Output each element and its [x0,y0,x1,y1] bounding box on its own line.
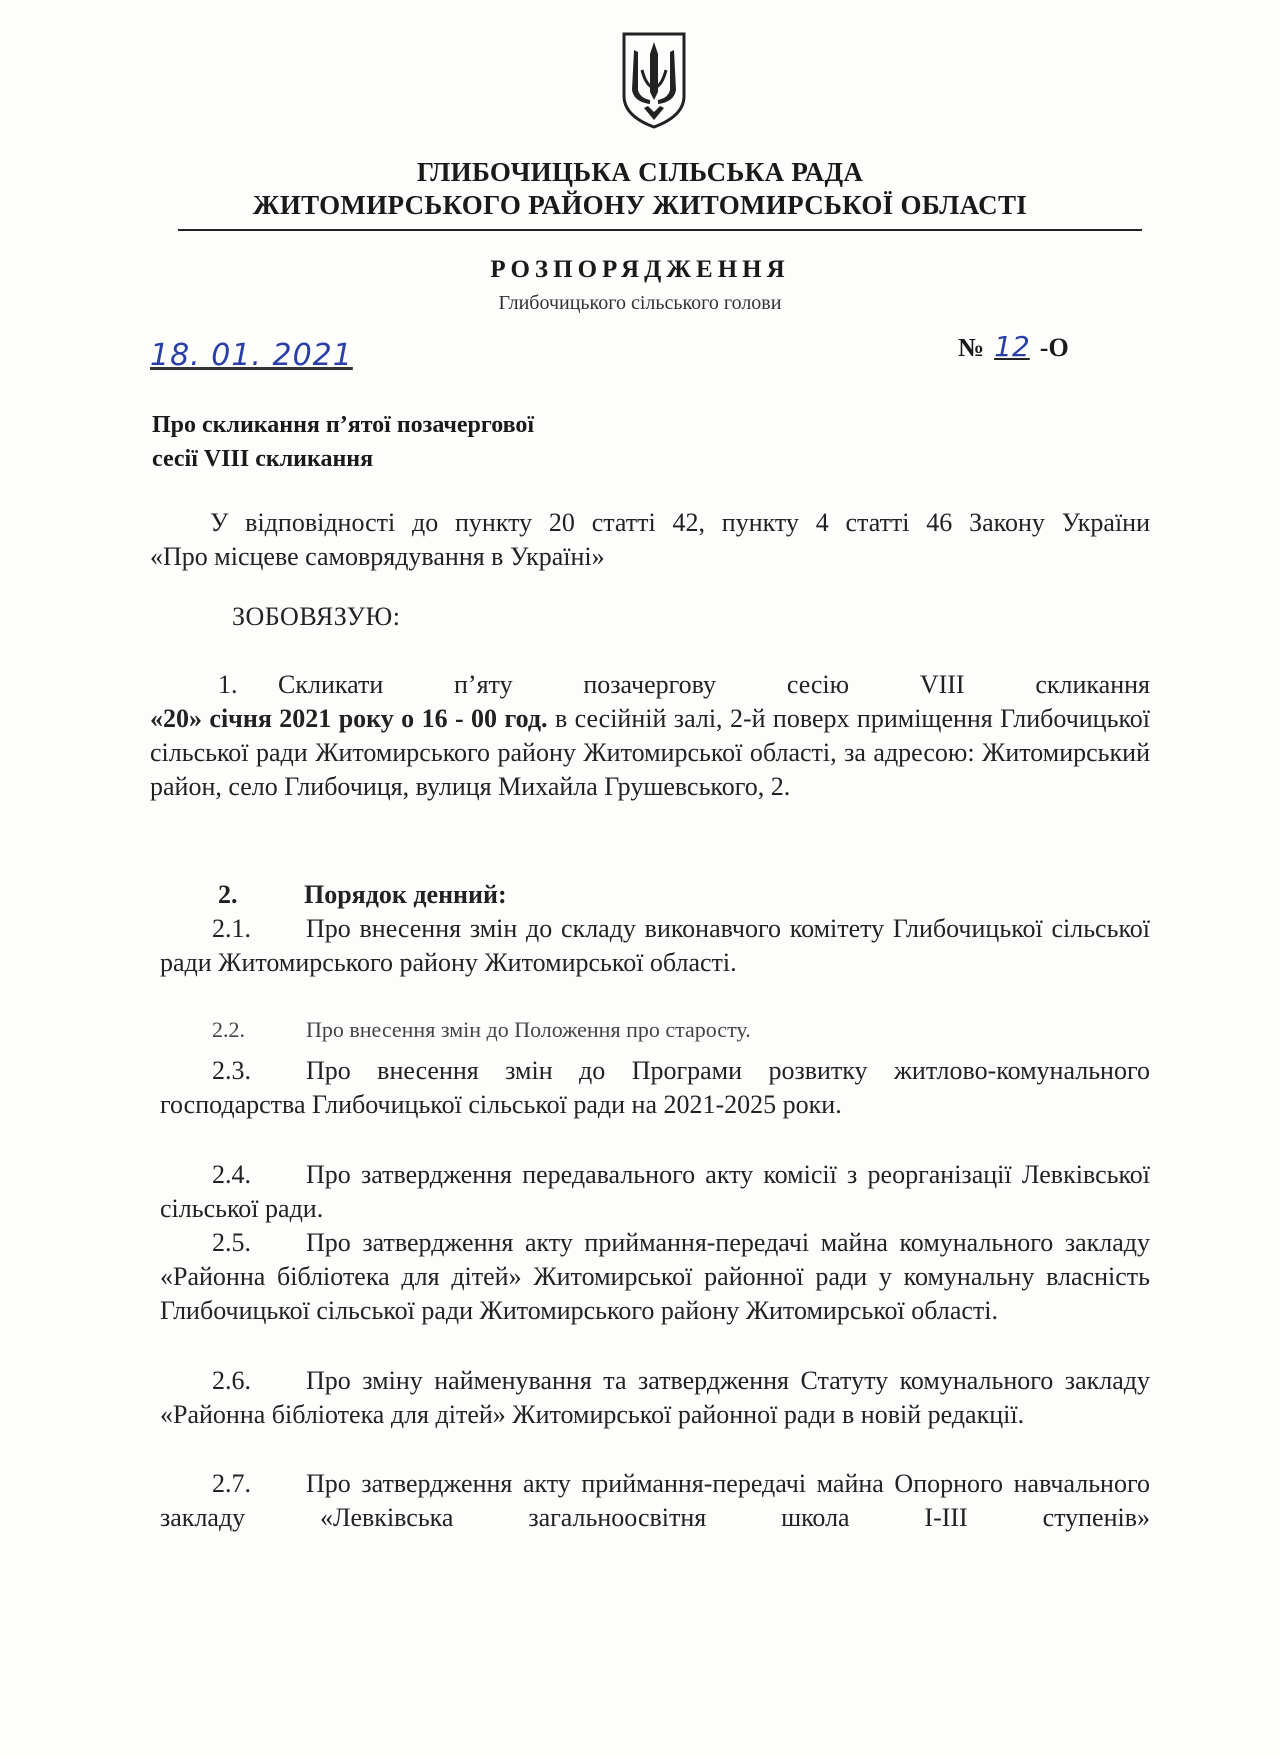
subject-line1: Про скликання п’ятої позачергової [152,412,535,438]
agenda-item-2-2 [160,1013,1150,1047]
subject-line2: сесії VIII скликання [152,446,374,472]
preamble-line2: «Про місцеве самоврядування в Україні» [150,542,605,571]
agenda-item-text: Про затвердження передавального акту комісії з реорганізації Левківської сільської ради. [160,1160,1150,1223]
agenda-item-2-4 [160,1158,1150,1226]
agenda-item-text: Про затвердження акту приймання-передачі майна комунального закладу «Районна бібліотека для дітей» Житомирської районної ради у комунальну власність Глибочицької сільської ради Житомирського району Житомирської області. [160,1228,1150,1325]
item-1-lead: Скликати п’яту позачергову сесію VIII скликання [278,670,1150,699]
document-type: РОЗПОРЯДЖЕННЯ [490,256,790,283]
item-1-date-time: «20» січня 2021 року о 16 - 00 год. [150,704,548,733]
trident-emblem-icon [620,30,688,130]
agenda-item-number: 2.4. [212,1160,251,1189]
agenda-item-2-5 [160,1226,1150,1328]
agenda-item-2-1 [160,912,1150,980]
agenda-item-number: 2.7. [212,1469,251,1498]
document-issuer: Глибочицького сільського голови [498,292,782,314]
agenda-item-number: 2.3. [212,1056,251,1085]
handwritten-date: 18. 01. 2021 [150,338,353,373]
item-1-number: 1. [218,670,238,699]
item-1 [150,668,1150,804]
agenda-item-number: 2.1. [212,914,251,943]
council-name-line1: ГЛИБОЧИЦЬКА СІЛЬСЬКА РАДА [416,157,864,187]
agenda-item-2-3 [160,1054,1150,1122]
council-name-line2: ЖИТОМИРСЬКОГО РАЙОНУ ЖИТОМИРСЬКОЇ ОБЛАСТІ [252,190,1028,220]
agenda-item-text: Про затвердження акту приймання-передачі майна Опорного навчального закладу «Левківська загальноосвітня школа I-III ступенів» [160,1469,1150,1532]
agenda-item-text: Про зміну найменування та затвердження Статуту комунального закладу «Районна бібліотека для дітей» Житомирської районної ради в новій редакції. [160,1366,1150,1429]
item-1-first-line [150,668,1150,702]
agenda-item-number: 2.5. [212,1228,251,1257]
agenda-item-number: 2.6. [212,1366,251,1395]
agenda-item-2-7 [160,1467,1150,1535]
agenda-title: Порядок денний: [304,880,507,909]
handwritten-number: 12 [994,330,1030,363]
oblige-heading: ЗОБОВЯЗУЮ: [232,602,401,631]
agenda-number: 2. [218,880,238,909]
agenda-item-2-6 [160,1364,1150,1432]
header-divider [178,229,1142,231]
order-number [958,330,1069,363]
agenda-item-text: Про внесення змін до Програми розвитку житлово-комунального господарства Глибочицької сільської ради на 2021-2025 роки. [160,1056,1150,1119]
agenda-item-text: Про внесення змін до Положення про старосту. [306,1017,751,1042]
agenda-item-number: 2.2. [212,1017,245,1042]
subject [152,408,534,476]
preamble-line1: У відповідності до пункту 20 статті 42, пункту 4 статті 46 Закону України [210,508,1150,537]
number-suffix: -О [1039,333,1069,362]
agenda-heading [218,878,507,912]
item-1-rest: в сесійній залі, 2-й поверх приміщення Глибочицької сільської ради Житомирського району Житомирської області, за адресою: Житомирський район, село Глибочиця, вулиця Михайла Грушевського, 2. [150,704,1150,801]
agenda-item-text: Про внесення змін до складу виконавчого комітету Глибочицької сільської ради Житомирського району Житомирської області. [160,914,1150,977]
number-prefix: № [958,333,985,362]
